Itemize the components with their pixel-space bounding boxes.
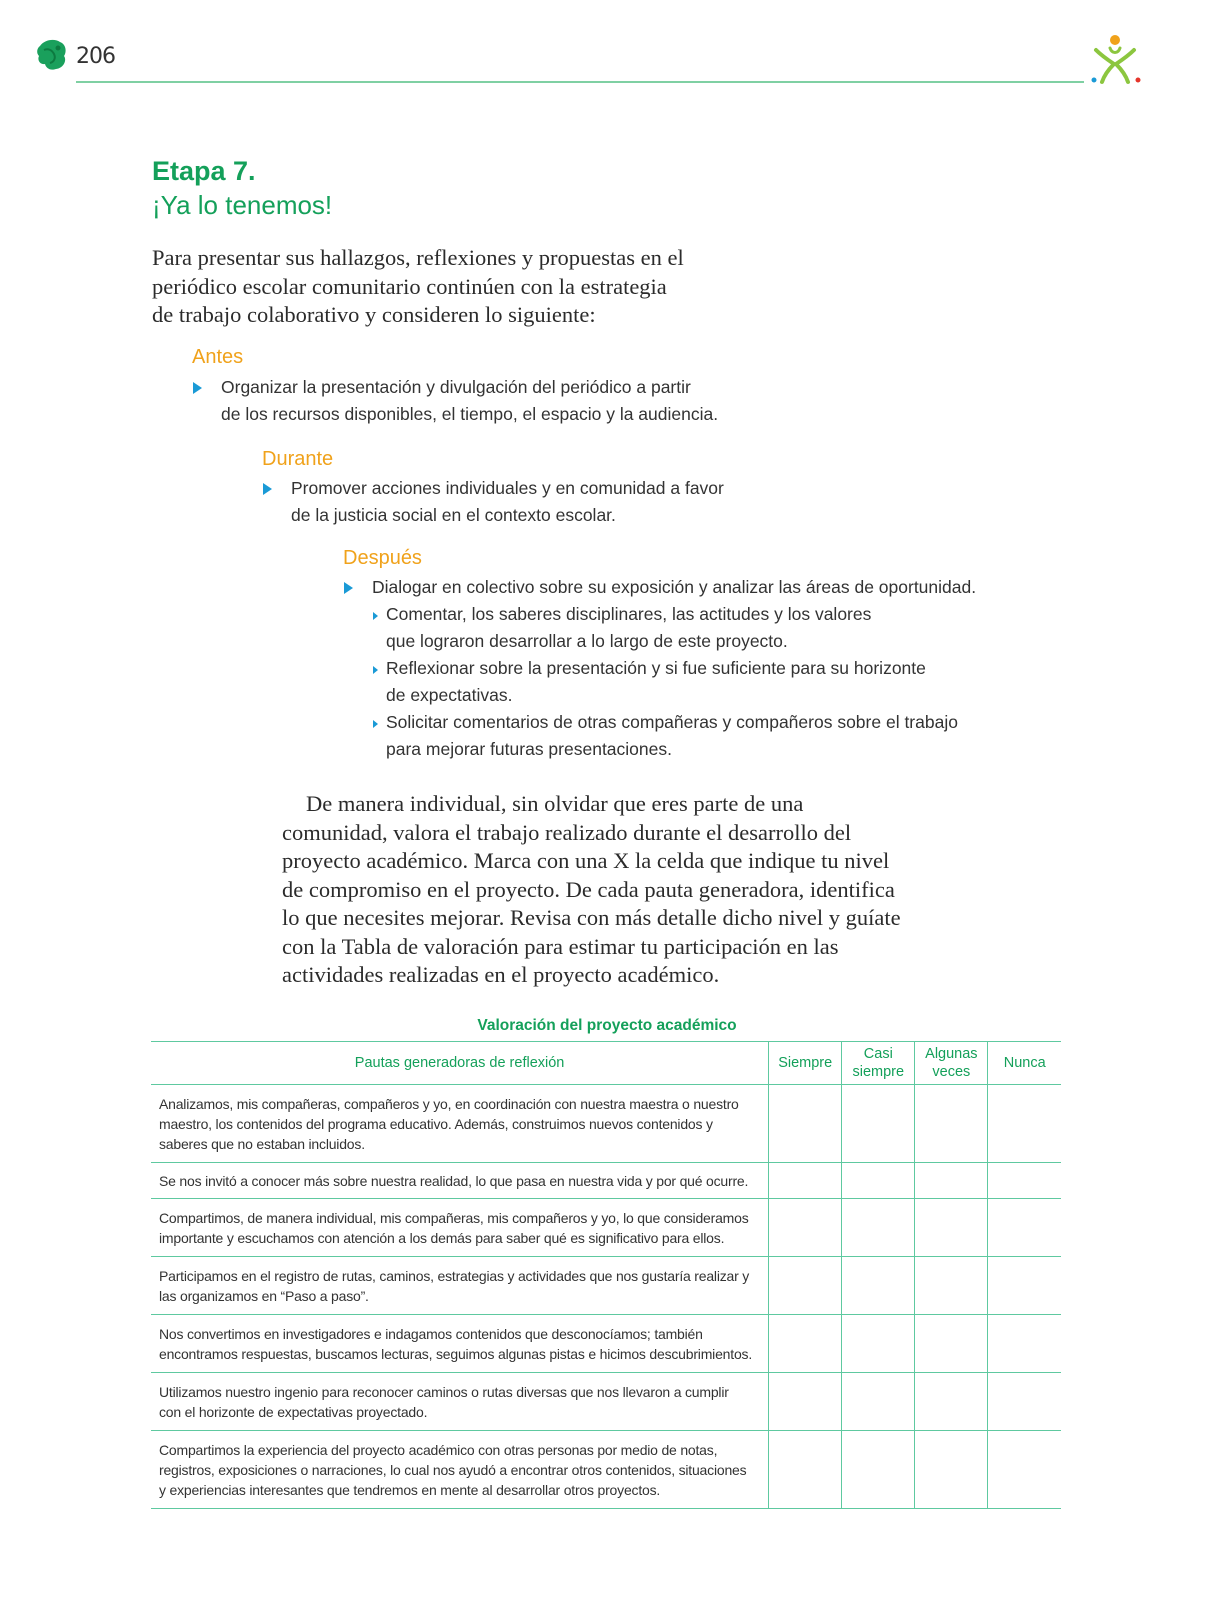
question-cell <box>151 1373 769 1431</box>
question-line: con el horizonte de expectativas proyectado. <box>159 1403 428 1420</box>
answer-cell-siempre[interactable] <box>769 1163 842 1199</box>
instructions-line: con la Tabla de valoración para estimar tu participación en las <box>282 933 839 959</box>
header-option-line: Casi <box>863 1046 893 1062</box>
question-line: y experiencias interesantes que tendremos en mente al desarrollar otros proyectos. <box>159 1481 661 1498</box>
answer-cell-algunas-veces[interactable] <box>915 1373 988 1431</box>
answer-cell-casi-siempre[interactable] <box>842 1431 915 1509</box>
instructions-line: de compromiso en el proyecto. De cada pauta generadora, identifica <box>282 876 895 902</box>
header-option-line: Nunca <box>1003 1055 1046 1071</box>
answer-cell-algunas-veces[interactable] <box>915 1085 988 1163</box>
header-option-line: veces <box>932 1064 971 1080</box>
answer-cell-casi-siempre[interactable] <box>842 1315 915 1373</box>
answer-cell-siempre[interactable] <box>769 1085 842 1163</box>
question-line: Compartimos la experiencia del proyecto académico con otras personas por medio de notas, <box>159 1441 718 1458</box>
evaluation-table <box>151 1041 1061 1509</box>
instructions-line: actividades realizadas en el proyecto académico. <box>282 962 720 987</box>
page-number: 206 <box>76 44 115 69</box>
despues-sub-line: que lograron desarrollar a lo largo de este proyecto. <box>386 631 788 651</box>
phase-heading-durante: Durante <box>262 448 334 470</box>
bullet-arrow-icon <box>193 382 202 394</box>
answer-cell-algunas-veces[interactable] <box>915 1163 988 1199</box>
durante-line: Promover acciones individuales y en comunidad a favor <box>291 478 724 498</box>
question-cell <box>151 1431 769 1509</box>
table-row <box>151 1315 1061 1373</box>
header-option-line: Algunas <box>925 1046 978 1062</box>
question-line: Se nos invitó a conocer más sobre nuestra realidad, lo que pasa en nuestra vida y por qué ocurre. <box>159 1172 749 1189</box>
answer-cell-casi-siempre[interactable] <box>842 1163 915 1199</box>
question-line: maestro, los contenidos del programa educativo. Además, construimos nuevos contenidos y <box>159 1115 713 1132</box>
question-line: Analizamos, mis compañeras, compañeros y yo, en coordinación con nuestra maestra o nuestro <box>159 1095 739 1112</box>
intro-line: Para presentar sus hallazgos, reflexiones y propuestas en el <box>152 245 684 270</box>
answer-cell-casi-siempre[interactable] <box>842 1257 915 1315</box>
durante-line: de la justicia social en el contexto escolar. <box>291 505 616 525</box>
sub-bullet-icon <box>373 720 378 728</box>
phase-heading-despues: Después <box>343 547 422 569</box>
answer-cell-casi-siempre[interactable] <box>842 1373 915 1431</box>
question-line: saberes que no estaban incluidos. <box>159 1135 365 1152</box>
green-leaf-icon <box>36 38 68 72</box>
sub-bullet-icon <box>373 666 378 674</box>
table-row <box>151 1373 1061 1431</box>
question-cell <box>151 1163 769 1199</box>
despues-sub-line: Comentar, los saberes disciplinares, las actitudes y los valores <box>386 604 872 624</box>
intro-paragraph <box>152 244 732 330</box>
bullet-arrow-icon <box>263 483 272 495</box>
answer-cell-siempre[interactable] <box>769 1199 842 1257</box>
answer-cell-nunca[interactable] <box>988 1163 1061 1199</box>
antes-item <box>221 374 718 428</box>
answer-cell-algunas-veces[interactable] <box>915 1315 988 1373</box>
table-header-row <box>151 1042 1061 1085</box>
bullet-arrow-icon <box>344 582 353 594</box>
question-line: las organizamos en “Paso a paso”. <box>159 1287 369 1304</box>
intro-line: de trabajo colaborativo y consideren lo siguiente: <box>152 302 596 327</box>
header-option <box>915 1042 988 1085</box>
antes-line: Organizar la presentación y divulgación del periódico a partir <box>221 377 691 397</box>
answer-cell-nunca[interactable] <box>988 1257 1061 1315</box>
answer-cell-algunas-veces[interactable] <box>915 1257 988 1315</box>
despues-sub-line: para mejorar futuras presentaciones. <box>386 739 672 759</box>
despues-sub-line: Reflexionar sobre la presentación y si fue suficiente para su horizonte <box>386 658 926 678</box>
question-line: Nos convertimos en investigadores e indagamos contenidos que desconocíamos; también <box>159 1325 703 1342</box>
question-cell <box>151 1199 769 1257</box>
answer-cell-algunas-veces[interactable] <box>915 1431 988 1509</box>
table-caption: Valoración del proyecto académico <box>477 1017 737 1034</box>
instructions-line: comunidad, valora el trabajo realizado durante el desarrollo del <box>282 819 852 845</box>
header-option <box>842 1042 915 1085</box>
question-cell <box>151 1315 769 1373</box>
answer-cell-siempre[interactable] <box>769 1257 842 1315</box>
despues-main-item: Dialogar en colectivo sobre su exposición y analizar las áreas de oportunidad. <box>372 577 977 597</box>
answer-cell-siempre[interactable] <box>769 1431 842 1509</box>
question-line: registros, exposiciones o narraciones, lo cual nos ayudó a encontrar otros contenidos, situaciones <box>159 1461 747 1478</box>
question-line: Utilizamos nuestro ingenio para reconocer caminos o rutas diversas que nos llevaron a cumplir <box>159 1383 729 1400</box>
header-option-line: Siempre <box>778 1055 833 1071</box>
table-row <box>151 1431 1061 1509</box>
instructions-line: proyecto académico. Marca con una X la celda que indique tu nivel <box>282 848 890 873</box>
answer-cell-algunas-veces[interactable] <box>915 1199 988 1257</box>
question-line: Participamos en el registro de rutas, caminos, estrategias y actividades que nos gustaría realizar y <box>159 1267 750 1284</box>
table-row <box>151 1085 1061 1163</box>
phase-heading-antes: Antes <box>192 346 244 368</box>
answer-cell-casi-siempre[interactable] <box>842 1199 915 1257</box>
answer-cell-nunca[interactable] <box>988 1199 1061 1257</box>
question-line: importante y escuchamos con atención a los demás para saber qué es significativo para ellos. <box>159 1229 725 1246</box>
sub-bullet-icon <box>373 612 378 620</box>
table-row <box>151 1163 1061 1199</box>
answer-cell-nunca[interactable] <box>988 1085 1061 1163</box>
despues-sub-line: Solicitar comentarios de otras compañeras y compañeros sobre el trabajo <box>386 712 958 732</box>
question-line: encontramos respuestas, buscamos lecturas, seguimos algunas pistas e hicimos descubrimientos. <box>159 1345 753 1362</box>
despues-sub-item <box>386 709 958 763</box>
answer-cell-siempre[interactable] <box>769 1373 842 1431</box>
question-line: Compartimos, de manera individual, mis compañeras, mis compañeros y yo, lo que consideramos <box>159 1209 749 1226</box>
intro-line: periódico escolar comunitario continúen con la estrategia <box>152 273 667 299</box>
header-option <box>769 1042 842 1085</box>
individual-instructions <box>282 790 922 990</box>
header-option-line: siempre <box>852 1064 905 1080</box>
header-question: Pautas generadoras de reflexión <box>151 1042 769 1085</box>
header-option <box>988 1042 1061 1085</box>
question-cell <box>151 1085 769 1163</box>
answer-cell-siempre[interactable] <box>769 1315 842 1373</box>
question-cell <box>151 1257 769 1315</box>
table-row <box>151 1257 1061 1315</box>
durante-item <box>291 475 724 529</box>
despues-sub-item <box>386 655 926 709</box>
instructions-line: lo que necesites mejorar. Revisa con más detalle dicho nivel y guíate <box>282 905 901 930</box>
despues-sub-line: de expectativas. <box>386 685 513 705</box>
answer-cell-nunca[interactable] <box>988 1431 1061 1509</box>
answer-cell-nunca[interactable] <box>988 1373 1061 1431</box>
answer-cell-nunca[interactable] <box>988 1315 1061 1373</box>
antes-line: de los recursos disponibles, el tiempo, el espacio y la audiencia. <box>221 404 719 424</box>
stage-subtitle: ¡Ya lo tenemos! <box>152 190 333 220</box>
flower-figure-logo <box>1088 34 1144 88</box>
instructions-line: De manera individual, sin olvidar que eres parte de una <box>306 791 804 816</box>
table-row <box>151 1199 1061 1257</box>
answer-cell-casi-siempre[interactable] <box>842 1085 915 1163</box>
header-rule <box>76 81 1084 83</box>
despues-sub-item <box>386 601 871 655</box>
stage-title: Etapa 7. <box>152 156 256 186</box>
